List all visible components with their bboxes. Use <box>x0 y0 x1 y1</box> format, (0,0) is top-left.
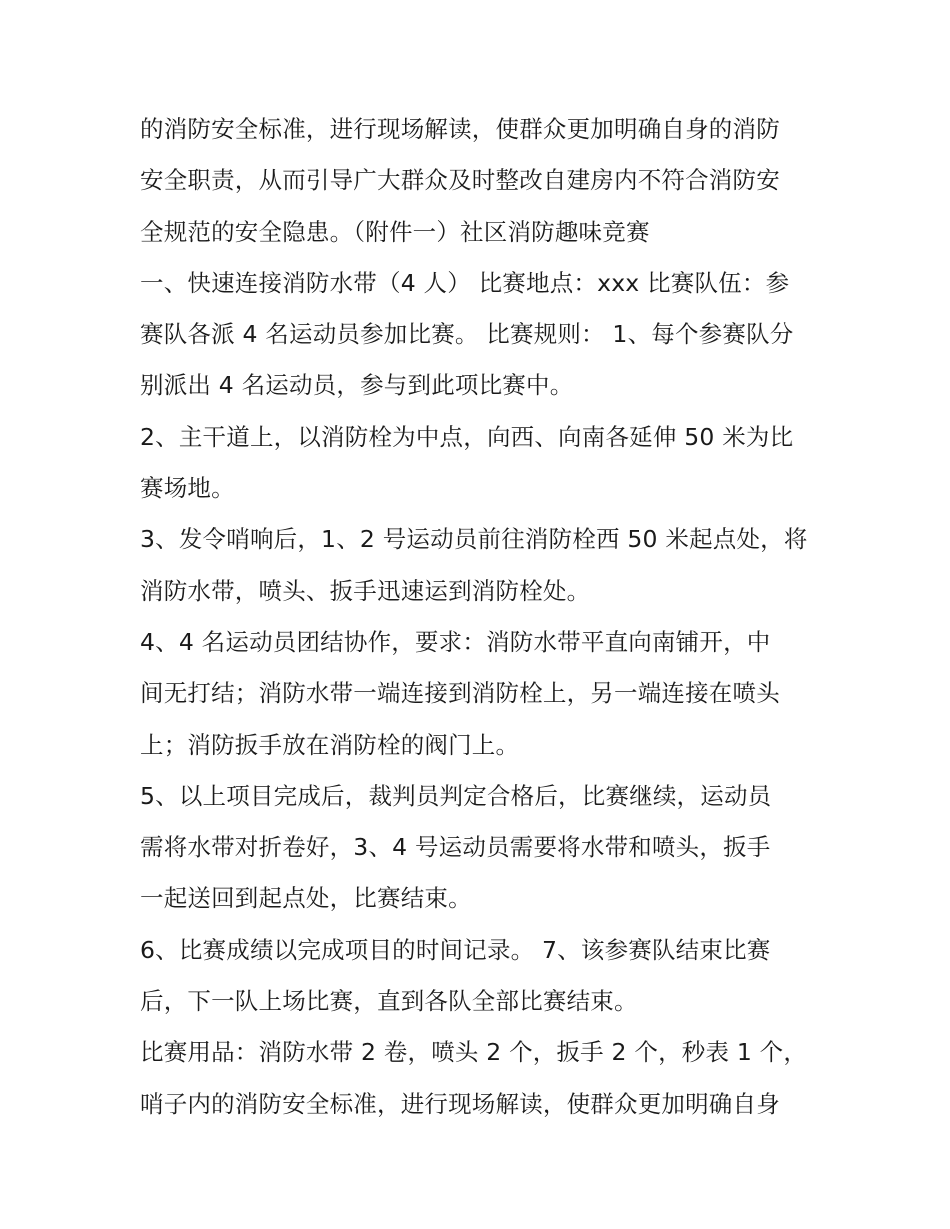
text-line: 6、比赛成绩以完成项目的时间记录。 7、该参赛队结束比赛 <box>140 935 771 964</box>
text-line: 全规范的安全隐患。（附件一）社区消防趣味竞赛 <box>140 217 650 246</box>
text-line: 3、发令哨响后，1、2 号运动员前往消防栓西 50 米起点处，将 <box>140 525 808 554</box>
text-line: 消防水带，喷头、扳手迅速运到消防栓处。 <box>140 576 591 605</box>
text-line: 赛场地。 <box>140 474 235 503</box>
text-line: 比赛用品：消防水带 2 卷，喷头 2 个，扳手 2 个，秒表 1 个， <box>140 1038 808 1067</box>
text-line: 需将水带对折卷好，3、4 号运动员需要将水带和喷头，扳手 <box>140 833 771 862</box>
text-line: 上；消防扳手放在消防栓的阀门上。 <box>140 730 520 759</box>
text-line: 的消防安全标准，进行现场解读，使群众更加明确自身的消防 <box>140 115 780 143</box>
text-line: 4、4 名运动员团结协作，要求：消防水带平直向南铺开，中 <box>140 627 771 656</box>
text-line: 别派出 4 名运动员，参与到此项比赛中。 <box>140 371 574 400</box>
text-line: 5、以上项目完成后，裁判员判定合格后，比赛继续，运动员 <box>140 781 772 810</box>
text-line: 安全职责，从而引导广大群众及时整改自建房内不符合消防安 <box>140 166 780 195</box>
text-line: 一、快速连接消防水带（4 人） 比赛地点：xxx 比赛队伍：参 <box>140 268 790 297</box>
text-line: 间无打结；消防水带一端连接到消防栓上，另一端连接在喷头 <box>140 679 780 708</box>
text-line: 赛队各派 4 名运动员参加比赛。 比赛规则： 1、每个参赛队分 <box>140 320 794 349</box>
text-line: 2、主干道上，以消防栓为中点，向西、向南各延伸 50 米为比 <box>140 422 794 451</box>
text-line: 一起送回到起点处，比赛结束。 <box>140 884 472 913</box>
document-body <box>140 104 820 1130</box>
text-line: 哨子内的消防安全标准，进行现场解读，使群众更加明确自身 <box>140 1089 780 1118</box>
text-line: 后，下一队上场比赛，直到各队全部比赛结束。 <box>140 987 638 1016</box>
